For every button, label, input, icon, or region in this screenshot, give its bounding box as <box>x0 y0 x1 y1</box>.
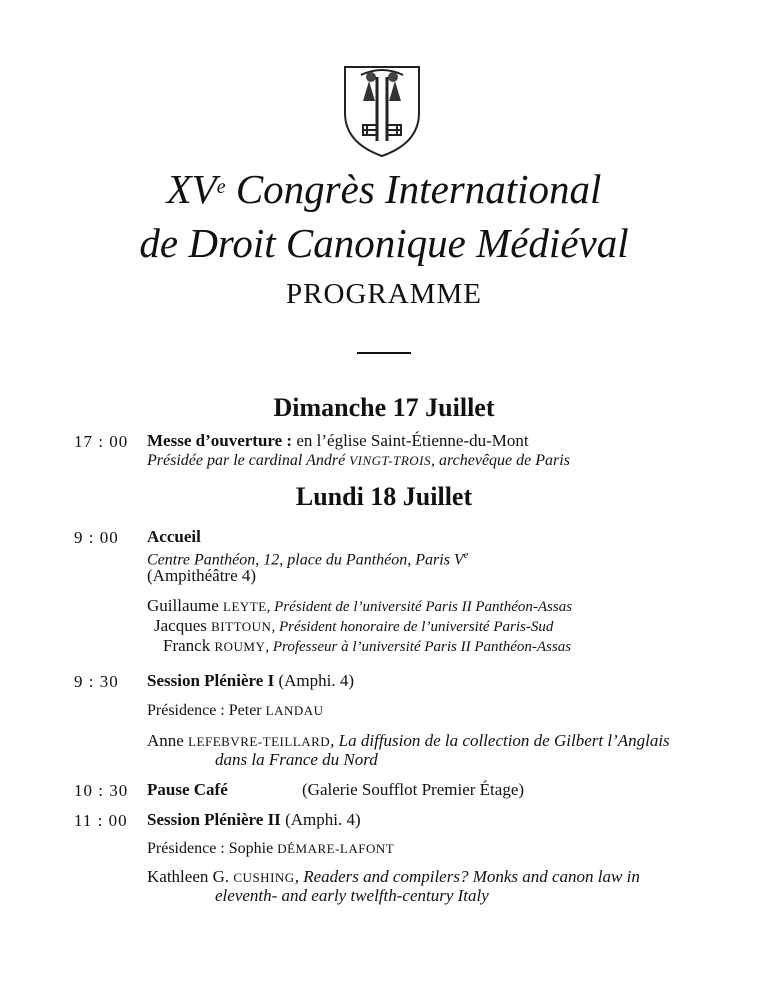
congress-title-line1: XVe Congrès International <box>166 166 602 212</box>
session1-talk: Anne LEFEBVRE-TEILLARD, La diffusion de la collection de Gilbert l’Anglais <box>147 731 670 750</box>
accueil-room: (Ampithéâtre 4) <box>147 566 257 585</box>
day-heading-sunday: Dimanche 17 Juillet <box>273 393 495 422</box>
keys-coat-of-arms-icon <box>341 63 423 159</box>
session1-talk-cont: dans la France du Nord <box>215 750 378 769</box>
speaker-line: Guillaume LEYTE, Président de l’université Paris II Panthéon-Assas <box>147 596 573 615</box>
congress-title-line2: de Droit Canonique Médiéval <box>139 220 629 266</box>
speaker-line: Jacques BITTOUN, Président honoraire de l’université Paris-Sud <box>154 616 554 635</box>
session2-talk: Kathleen G. CUSHING, Readers and compilers? Monks and canon law in <box>147 867 640 886</box>
session2-chair: Présidence : Sophie DÉMARE-LAFONT <box>147 840 395 857</box>
time-label: 11 : 00 <box>74 811 128 830</box>
session1-title: Session Plénière I (Amphi. 4) <box>147 671 354 690</box>
programme-heading: PROGRAMME <box>286 278 482 310</box>
pause-location: (Galerie Soufflot Premier Étage) <box>302 780 525 799</box>
time-label: 10 : 30 <box>74 781 129 800</box>
accueil-place: Centre Panthéon, 12, place du Panthéon, Paris Ve <box>147 550 469 569</box>
session1-chair: Présidence : Peter LANDAU <box>147 702 324 719</box>
speaker-line: Franck ROUMY, Professeur à l’université Paris II Panthéon-Assas <box>163 636 572 655</box>
accueil-title: Accueil <box>147 527 201 546</box>
pause-title: Pause Café <box>147 780 228 799</box>
opening-mass-line: Messe d’ouverture : en l’église Saint-Étienne-du-Mont <box>147 431 529 450</box>
session2-title: Session Plénière II (Amphi. 4) <box>147 810 361 829</box>
day-heading-monday: Lundi 18 Juillet <box>295 482 473 511</box>
time-label: 17 : 00 <box>74 432 129 451</box>
opening-mass-presided: Présidée par le cardinal André VINGT-TROIS, archevêque de Paris <box>147 452 570 469</box>
session2-talk-cont: eleventh- and early twelfth-century Italy <box>215 886 489 905</box>
time-label: 9 : 00 <box>74 528 119 547</box>
time-label: 9 : 30 <box>74 672 119 691</box>
divider-rule <box>357 352 411 354</box>
